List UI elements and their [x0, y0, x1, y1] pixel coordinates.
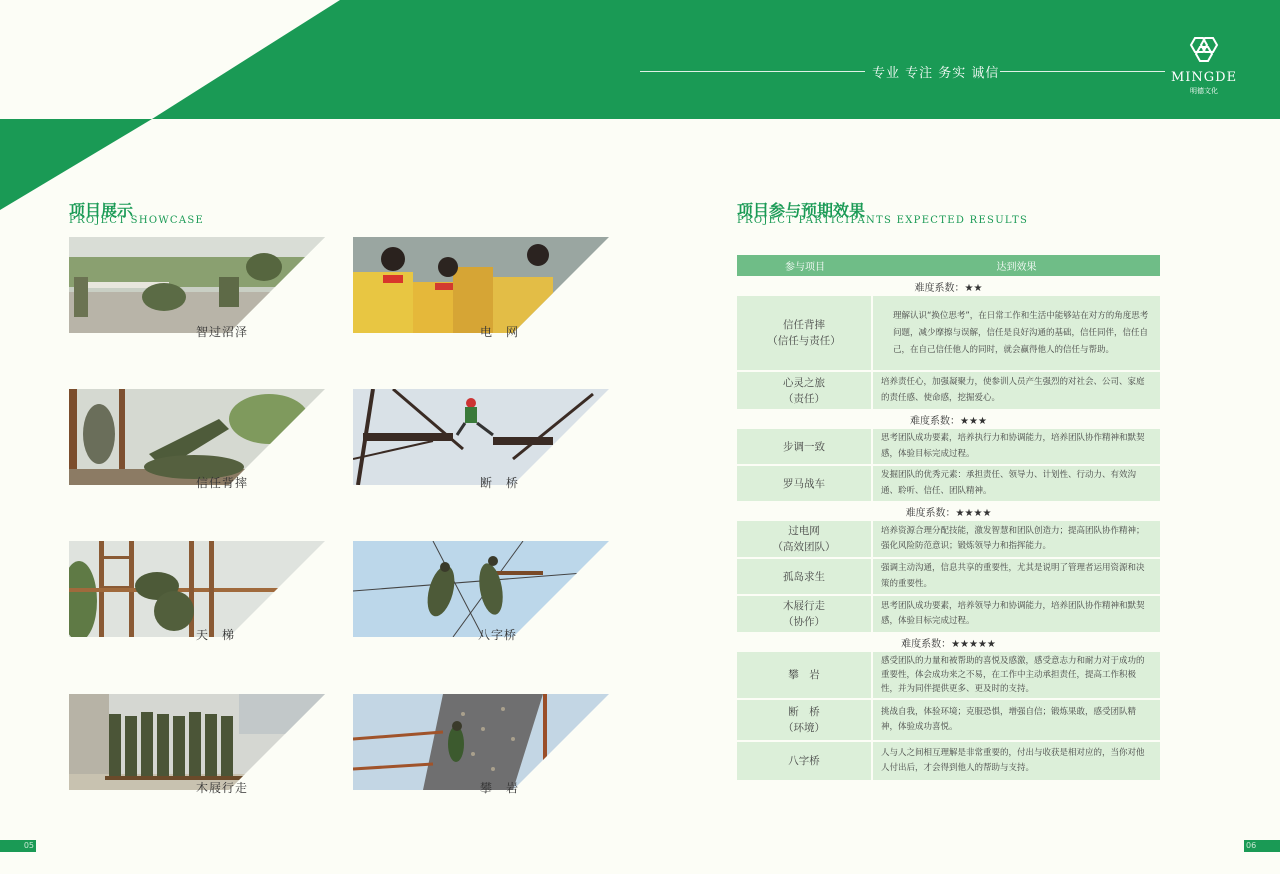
- photo-marsh: [69, 237, 325, 333]
- difficulty-row: [737, 411, 1160, 427]
- project-cell: [737, 466, 873, 501]
- col-header-project: 参与项目: [737, 255, 873, 276]
- photo-sky-ladder: [69, 541, 325, 637]
- effect-cell: 培养责任心，加强凝聚力，使参训人员产生强烈的对社会、公司、家庭的责任感、使命感，挖掘爱心。: [873, 372, 1160, 409]
- photo-figure-eight-bridge: [353, 541, 609, 637]
- effect-cell: 强调主动沟通，信息共享的重要性，尤其是说明了管理者运用资源和决策的重要性。: [873, 559, 1160, 594]
- difficulty-row: [737, 278, 1160, 294]
- table-row: [737, 742, 1160, 780]
- project-cell: [737, 429, 873, 464]
- effect-cell: 理解认识“换位思考”，在日常工作和生活中能够站在对方的角度思考问题，减少摩擦与误解，信任是良好沟通的基础，信任同伴，信任自己，在自己信任他人的同时，就会赢得他人的信任与帮助。: [873, 296, 1160, 370]
- caption-rock-climbing: 攀 岩: [480, 781, 520, 795]
- results-subtitle: PROJECT PARTICIPANTS EXPECTED RESULTS: [737, 215, 1029, 226]
- project-cell: [737, 521, 873, 557]
- effect-cell: 人与人之间相互理解是非常重要的，付出与收获是相对应的，当你对他人付出后，才会得到他人的帮助与支持。: [873, 742, 1160, 780]
- effect-cell: 思考团队成功要素，培养领导力和协调能力，培养团队协作精神和默契感，体验目标完成过程。: [873, 596, 1160, 632]
- caption-electric-net: 电 网: [480, 325, 520, 339]
- caption-clog-walking: 木屐行走: [196, 781, 249, 795]
- project-name: 步调一致: [783, 440, 825, 453]
- difficulty-label: 难度系数：★★★★: [737, 503, 1160, 519]
- effect-cell: 感受团队的力量和被帮助的喜悦及感激，感受意志力和耐力对于成功的重要性，体会成功来之不易，在工作中主动承担责任，提高工作积极性，并为同伴提供更多、更及时的支持。: [873, 652, 1160, 698]
- table-row: [737, 559, 1160, 594]
- project-sub: （责任）: [783, 392, 825, 405]
- effect-cell: 挑战自我，体验环境；克服恐惧，增强自信；锻炼果敢，感受团队精神，体验成功喜悦。: [873, 700, 1160, 740]
- col-header-effect: 达到效果: [873, 255, 1160, 276]
- showcase-subtitle: PROJECT SHOWCASE: [69, 215, 205, 226]
- caption-figure-eight-bridge: 八字桥: [478, 628, 518, 642]
- difficulty-row: [737, 503, 1160, 519]
- caption-sky-ladder: 天 梯: [196, 628, 236, 642]
- caption-marsh: 智过沼泽: [196, 325, 249, 339]
- page-number-right: 06: [1244, 840, 1280, 852]
- project-cell: [737, 652, 873, 698]
- project-name: 过电网: [788, 525, 820, 537]
- difficulty-label: 难度系数：★★★: [737, 411, 1160, 427]
- project-sub: （信任与责任）: [767, 335, 841, 347]
- tagline-rule-left: [640, 71, 865, 72]
- table-row: [737, 521, 1160, 557]
- showcase-title: 项目展示: [69, 201, 134, 220]
- project-name: 心灵之旅: [783, 376, 825, 389]
- project-cell: [737, 296, 873, 370]
- project-cell: [737, 372, 873, 409]
- table-row: [737, 466, 1160, 501]
- table-row: [737, 596, 1160, 632]
- tagline: 专业 专注 务实 诚信: [872, 66, 1000, 81]
- difficulty-row: [737, 634, 1160, 650]
- results-table: [737, 253, 1160, 782]
- effect-cell: 思考团队成功要素，培养执行力和协调能力，培养团队协作精神和默契感，体验目标完成过程。: [873, 429, 1160, 464]
- project-sub: （环境）: [783, 722, 825, 734]
- difficulty-label: 难度系数：★★★★★: [737, 634, 1160, 650]
- results-title: 项目参与预期效果: [737, 201, 866, 220]
- photo-rock-climbing: [353, 694, 609, 790]
- page-number-left: 05: [0, 840, 36, 852]
- project-name: 孤岛求生: [783, 570, 825, 583]
- table-row: [737, 429, 1160, 464]
- effect-cell: 发掘团队的优秀元素：承担责任、领导力、计划性、行动力、有效沟通、聆听、信任、团队精神。: [873, 466, 1160, 501]
- project-name: 断 桥: [788, 706, 820, 718]
- caption-broken-bridge: 断 桥: [480, 476, 520, 490]
- photo-clog-walking: [69, 694, 325, 790]
- table-header-row: [737, 255, 1160, 276]
- hexagon-logo-icon: [1186, 36, 1222, 64]
- project-name: 八字桥: [788, 755, 820, 767]
- brand-logo: [1168, 36, 1240, 96]
- photo-trust-fall: [69, 389, 325, 485]
- project-cell: [737, 700, 873, 740]
- photo-electric-net: [353, 237, 609, 333]
- project-name: 木屐行走: [783, 600, 825, 612]
- table-row: [737, 296, 1160, 370]
- project-sub: （协作）: [783, 616, 825, 628]
- project-cell: [737, 596, 873, 632]
- logo-text: MINGDE: [1170, 70, 1238, 85]
- logo-subtext: 明德文化: [1190, 87, 1218, 95]
- effect-cell: 培养资源合理分配技能，激发智慧和团队创造力；提高团队协作精神；强化风险防范意识；锻炼领导力和指挥能力。: [873, 521, 1160, 557]
- project-cell: [737, 742, 873, 780]
- project-name: 信任背摔: [783, 319, 825, 331]
- project-sub: （高效团队）: [772, 541, 836, 553]
- difficulty-label: 难度系数：★★: [737, 278, 1160, 294]
- header-band: [0, 0, 1280, 210]
- table-row: [737, 372, 1160, 409]
- photo-broken-bridge: [353, 389, 609, 485]
- tagline-rule-right: [1000, 71, 1165, 72]
- project-cell: [737, 559, 873, 594]
- caption-trust-fall: 信任背摔: [196, 476, 249, 490]
- table-row: [737, 700, 1160, 740]
- project-name: 攀 岩: [788, 669, 820, 681]
- project-name: 罗马战车: [783, 477, 825, 490]
- table-row: [737, 652, 1160, 698]
